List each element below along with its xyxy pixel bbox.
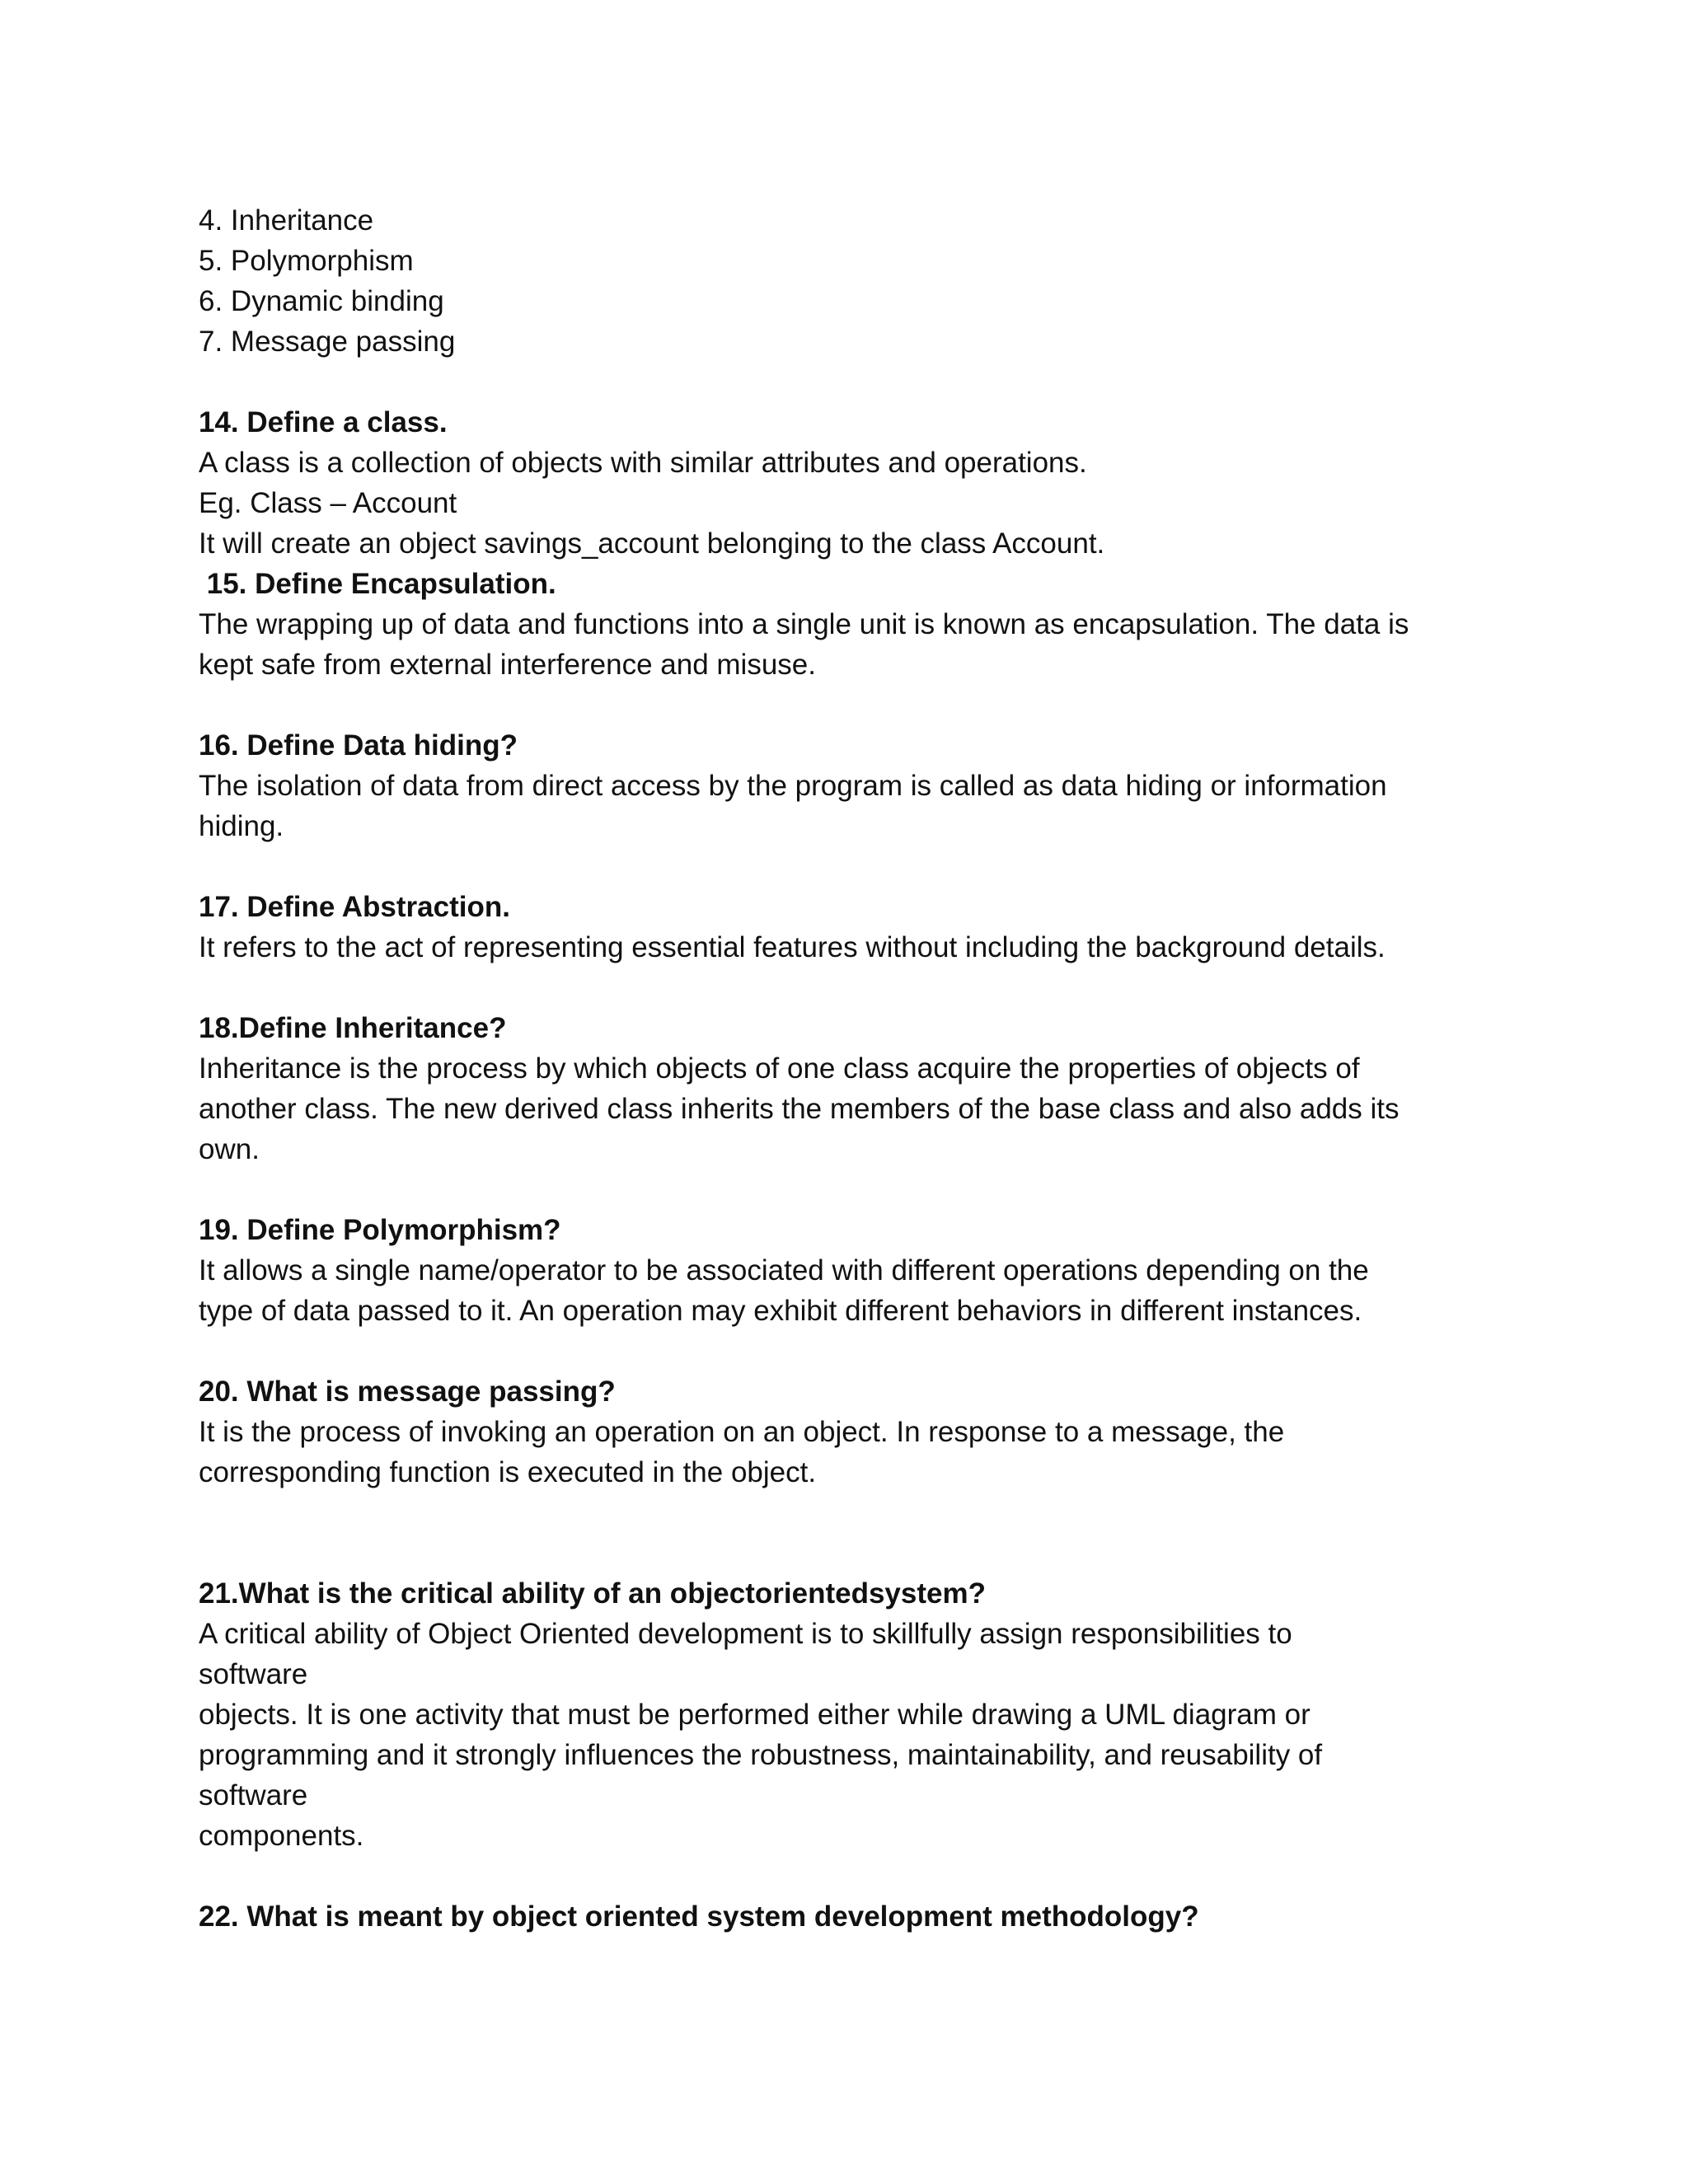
question-17 <box>199 887 1517 968</box>
question-16 <box>199 725 1517 846</box>
question-heading: 16. Define Data hiding? <box>199 729 518 762</box>
answer-line: components. <box>199 1820 364 1852</box>
answer-line: A class is a collection of objects with similar attributes and operations. <box>199 447 1087 479</box>
answer-line: programming and it strongly influences the robustness, maintainability, and reusability of <box>199 1739 1323 1771</box>
answer-line: hiding. <box>199 810 284 842</box>
question-heading: 14. Define a class. <box>199 406 448 438</box>
spacer <box>199 685 1517 725</box>
spacer <box>199 1331 1517 1371</box>
answer-line: own. <box>199 1133 260 1165</box>
question-21 <box>199 1573 1517 1856</box>
answer-line: objects. It is one activity that must be performed either while drawing a UML diagram or <box>199 1699 1311 1731</box>
answer-line: corresponding function is executed in the object. <box>199 1456 817 1488</box>
question-heading: 22. What is meant by object oriented system development methodology? <box>199 1900 1199 1933</box>
answer-line: another class. The new derived class inherits the members of the base class and also adds its <box>199 1093 1400 1125</box>
spacer <box>199 1493 1517 1533</box>
question-18 <box>199 1008 1517 1169</box>
answer-line: It is the process of invoking an operation on an object. In response to a message, the <box>199 1416 1285 1448</box>
answer-line: software <box>199 1779 308 1811</box>
answer-line: The wrapping up of data and functions into a single unit is known as encapsulation. The data is <box>199 608 1409 640</box>
spacer <box>199 362 1517 402</box>
spacer <box>199 968 1517 1008</box>
answer-line: It will create an object savings_account belonging to the class Account. <box>199 527 1105 560</box>
answer-line: It allows a single name/operator to be associated with different operations depending on the <box>199 1254 1369 1286</box>
answer-line: Inheritance is the process by which objects of one class acquire the properties of objects of <box>199 1052 1360 1085</box>
document-body <box>199 200 1517 1937</box>
question-15 <box>199 564 1517 685</box>
question-20 <box>199 1371 1517 1493</box>
answer-line: A critical ability of Object Oriented development is to skillfully assign responsibilities to <box>199 1618 1292 1650</box>
question-heading: 18.Define Inheritance? <box>199 1012 507 1044</box>
question-heading: 17. Define Abstraction. <box>199 891 510 923</box>
question-19 <box>199 1210 1517 1331</box>
spacer <box>199 1169 1517 1210</box>
oop-concepts-list <box>199 200 1517 362</box>
answer-line: It refers to the act of representing essential features without including the background details. <box>199 931 1386 963</box>
question-heading: 20. What is message passing? <box>199 1376 616 1408</box>
spacer <box>199 846 1517 887</box>
list-item: 6. Dynamic binding <box>199 285 444 317</box>
question-14 <box>199 402 1517 564</box>
list-item: 4. Inheritance <box>199 204 374 237</box>
list-item: 5. Polymorphism <box>199 245 414 277</box>
question-heading: 21.What is the critical ability of an objectorientedsystem? <box>199 1577 986 1610</box>
answer-line: The isolation of data from direct access by the program is called as data hiding or information <box>199 770 1387 802</box>
answer-line: software <box>199 1658 308 1690</box>
spacer <box>199 1533 1517 1573</box>
question-heading: 19. Define Polymorphism? <box>199 1214 561 1246</box>
answer-line: kept safe from external interference and misuse. <box>199 649 816 681</box>
question-22 <box>199 1896 1517 1937</box>
question-heading: 15. Define Encapsulation. <box>199 568 556 600</box>
answer-line: type of data passed to it. An operation may exhibit different behaviors in different instances. <box>199 1295 1362 1327</box>
spacer <box>199 1856 1517 1896</box>
list-item: 7. Message passing <box>199 326 456 358</box>
answer-line: Eg. Class – Account <box>199 487 457 519</box>
